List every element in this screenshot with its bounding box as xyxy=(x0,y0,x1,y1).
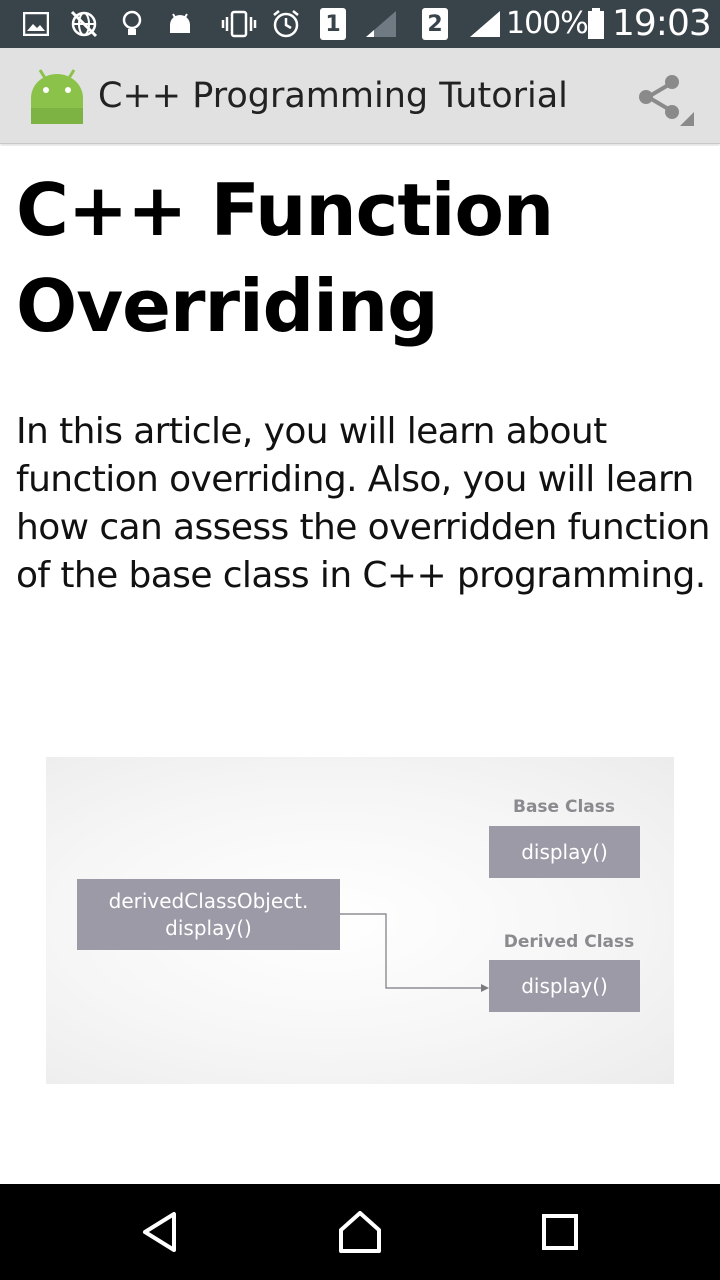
sim1-label: 1 xyxy=(325,11,341,37)
globe-off-icon xyxy=(68,8,100,40)
sim2-label: 2 xyxy=(427,11,443,37)
recents-icon[interactable] xyxy=(530,1202,590,1262)
vibrate-icon xyxy=(220,8,258,40)
derived-method-box: display() xyxy=(489,960,640,1012)
action-bar xyxy=(0,48,720,144)
image-icon xyxy=(22,8,50,40)
back-icon[interactable] xyxy=(130,1202,190,1262)
article-content xyxy=(0,146,720,1184)
signal-weak-icon xyxy=(364,8,398,40)
alarm-icon xyxy=(270,8,302,40)
status-bar xyxy=(0,0,720,48)
share-icon[interactable] xyxy=(636,72,698,128)
android-icon xyxy=(166,8,194,40)
base-class-label: Base Class xyxy=(512,797,615,817)
override-diagram xyxy=(46,757,674,1084)
sim2-icon xyxy=(422,8,448,40)
caller-box: derivedClassObject. display() xyxy=(77,879,340,950)
sim1-icon xyxy=(320,8,346,40)
home-icon[interactable] xyxy=(330,1202,390,1262)
battery-percent: 100% xyxy=(506,6,588,41)
navigation-bar xyxy=(0,1184,720,1280)
app-title: C++ Programming Tutorial xyxy=(98,76,568,116)
derived-class-label: Derived Class xyxy=(503,932,635,952)
android-logo-icon[interactable] xyxy=(28,68,86,126)
battery-icon xyxy=(586,8,606,40)
base-method-box: display() xyxy=(489,826,640,878)
bulb-icon xyxy=(120,8,144,40)
call-arrow xyxy=(46,757,674,1084)
article-heading: C++ Function Overriding xyxy=(16,168,554,348)
clock: 19:03 xyxy=(612,3,711,44)
article-intro: In this article, you will learn about function overriding. Also, you will learn how can assess the overridden function of the base class in C++ programming. xyxy=(16,411,710,596)
signal-full-icon xyxy=(468,8,502,40)
